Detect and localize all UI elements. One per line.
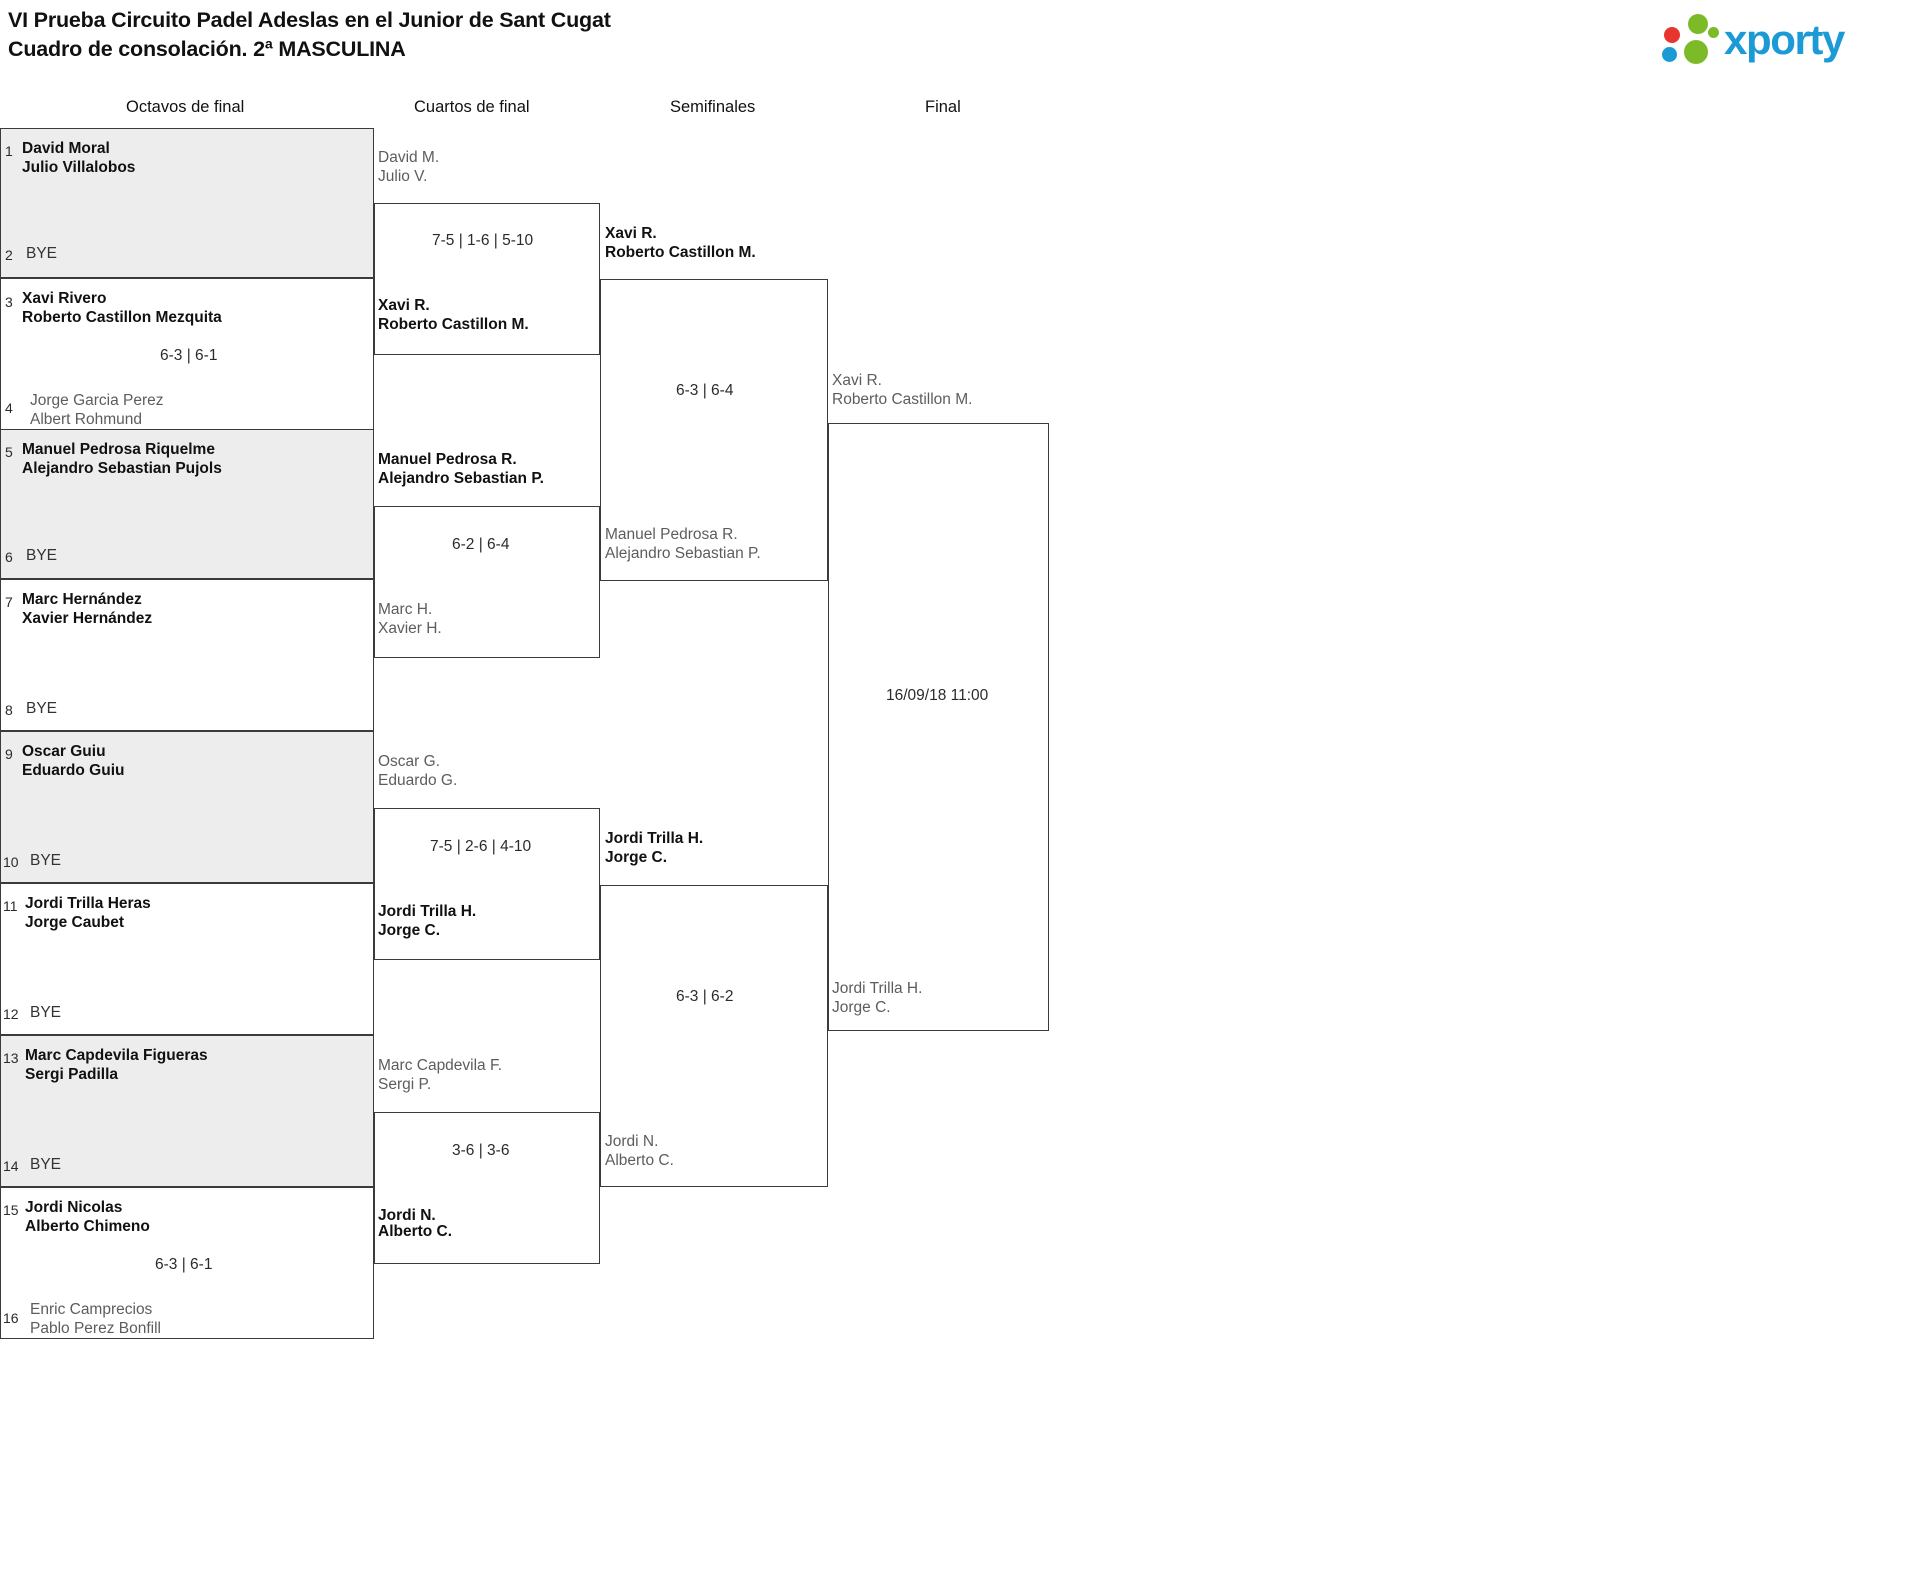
seed-number: 8 bbox=[5, 702, 13, 718]
bye-label: BYE bbox=[30, 852, 62, 869]
match-score: 7-5 | 2-6 | 4-10 bbox=[430, 838, 532, 855]
seed-number: 11 bbox=[3, 898, 18, 914]
seed-number: 12 bbox=[3, 1006, 19, 1022]
title-line-1: VI Prueba Circuito Padel Adeslas en el Junior de Sant Cugat bbox=[8, 8, 611, 32]
player-name: Alberto C. bbox=[605, 1152, 674, 1169]
round-header-final: Final bbox=[925, 98, 961, 116]
seed-number: 10 bbox=[3, 854, 19, 870]
player-name: Roberto Castillon Mezquita bbox=[22, 309, 222, 326]
player-name: Jordi Nicolas bbox=[25, 1199, 123, 1216]
seed-number: 9 bbox=[5, 746, 13, 762]
player-name: Alberto Chimeno bbox=[25, 1218, 150, 1235]
player-name: Jordi Trilla H. bbox=[605, 830, 704, 847]
bye-label: BYE bbox=[26, 700, 58, 717]
round-header-semifinals: Semifinales bbox=[670, 98, 756, 116]
player-name: Marc Capdevila Figueras bbox=[25, 1047, 208, 1064]
player-name: Xavi Rivero bbox=[22, 290, 107, 307]
player-name: Jordi N. bbox=[605, 1133, 659, 1150]
player-name: Jordi N. bbox=[378, 1207, 436, 1224]
player-name: Julio V. bbox=[378, 168, 428, 185]
seed-number: 5 bbox=[5, 444, 13, 460]
player-name: Xavier Hernández bbox=[22, 610, 153, 627]
player-name: Manuel Pedrosa R. bbox=[605, 526, 738, 543]
player-name: Xavi R. bbox=[832, 372, 882, 389]
player-name: Xavi R. bbox=[378, 297, 430, 314]
round-header-round-of-16: Octavos de final bbox=[126, 98, 245, 116]
player-name: Jordi Trilla H. bbox=[378, 903, 477, 920]
player-name: Xavi R. bbox=[605, 225, 657, 242]
final-datetime: 16/09/18 11:00 bbox=[886, 687, 989, 704]
match-box-final[interactable] bbox=[828, 423, 1049, 1031]
match-score: 3-6 | 3-6 bbox=[452, 1142, 510, 1159]
seed-number: 15 bbox=[3, 1202, 19, 1218]
bye-label: BYE bbox=[26, 245, 58, 262]
player-name: Roberto Castillon M. bbox=[378, 316, 529, 333]
player-name: Roberto Castillon M. bbox=[832, 391, 973, 408]
bye-label: BYE bbox=[30, 1156, 62, 1173]
round-header-quarterfinals: Cuartos de final bbox=[414, 98, 530, 116]
player-name: Manuel Pedrosa R. bbox=[378, 451, 517, 468]
match-score: 7-5 | 1-6 | 5-10 bbox=[432, 232, 534, 249]
player-name: Oscar Guiu bbox=[22, 743, 106, 760]
player-name: Enric Camprecios bbox=[30, 1301, 153, 1318]
player-name: Sergi Padilla bbox=[25, 1066, 119, 1083]
player-name: Pablo Perez Bonfill bbox=[30, 1320, 161, 1337]
player-name: Marc H. bbox=[378, 601, 433, 618]
player-name: Albert Rohmund bbox=[30, 411, 143, 428]
match-box-qf-4[interactable] bbox=[374, 1112, 600, 1264]
player-name: Jordi Trilla H. bbox=[832, 980, 923, 997]
seed-number: 3 bbox=[5, 294, 13, 310]
player-name: David M. bbox=[378, 149, 440, 166]
bye-label: BYE bbox=[26, 547, 58, 564]
bye-label: BYE bbox=[30, 1004, 62, 1021]
player-name: Jorge C. bbox=[832, 999, 891, 1016]
player-name: Alberto C. bbox=[378, 1223, 453, 1240]
seed-number: 7 bbox=[5, 594, 13, 610]
player-name: Jorge C. bbox=[605, 849, 668, 866]
match-score: 6-3 | 6-1 bbox=[155, 1256, 213, 1273]
player-name: Julio Villalobos bbox=[22, 159, 136, 176]
player-name: Jordi Trilla Heras bbox=[25, 895, 151, 912]
player-name: David Moral bbox=[22, 140, 110, 157]
seed-number: 14 bbox=[3, 1158, 19, 1174]
player-name: Jorge Garcia Perez bbox=[30, 392, 164, 409]
player-name: Eduardo G. bbox=[378, 772, 458, 789]
player-name: Marc Capdevila F. bbox=[378, 1057, 503, 1074]
seed-number: 2 bbox=[5, 247, 13, 263]
title-line-2: Cuadro de consolación. 2ª MASCULINA bbox=[8, 37, 406, 61]
match-score: 6-2 | 6-4 bbox=[452, 536, 510, 553]
player-name: Xavier H. bbox=[378, 620, 442, 637]
player-name: Alejandro Sebastian P. bbox=[605, 545, 761, 562]
player-name: Jorge C. bbox=[378, 922, 441, 939]
player-name: Jorge Caubet bbox=[25, 914, 125, 931]
logo-wordmark: xporty bbox=[1724, 16, 1844, 63]
seed-number: 4 bbox=[5, 400, 13, 416]
player-name: Eduardo Guiu bbox=[22, 762, 125, 779]
player-name: Marc Hernández bbox=[22, 591, 142, 608]
player-name: Oscar G. bbox=[378, 753, 441, 770]
match-score: 6-3 | 6-4 bbox=[676, 382, 734, 399]
player-name: Manuel Pedrosa Riquelme bbox=[22, 441, 215, 458]
seed-number: 13 bbox=[3, 1050, 19, 1066]
seed-number: 1 bbox=[5, 143, 13, 159]
seed-number: 16 bbox=[3, 1310, 19, 1326]
player-name: Roberto Castillon M. bbox=[605, 244, 756, 261]
player-name: Alejandro Sebastian P. bbox=[378, 470, 544, 487]
match-score: 6-3 | 6-1 bbox=[160, 347, 218, 364]
player-name: Sergi P. bbox=[378, 1076, 432, 1093]
player-name: Alejandro Sebastian Pujols bbox=[22, 460, 222, 477]
match-score: 6-3 | 6-2 bbox=[676, 988, 734, 1005]
seed-number: 6 bbox=[5, 549, 13, 565]
